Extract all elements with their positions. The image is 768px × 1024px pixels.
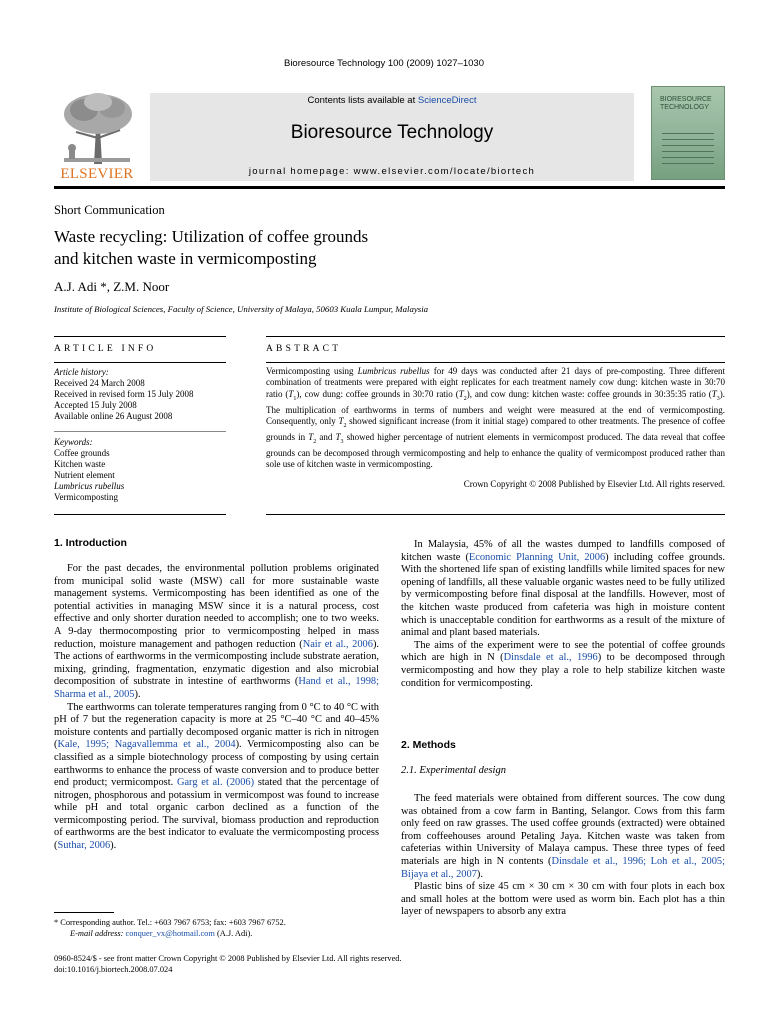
affiliation: Institute of Biological Sciences, Faculty of Science, University of Malaya, 50603 Kuala Lumpur, Malaysia [54,304,429,314]
footnote-rule [54,912,114,913]
abstract-rule-mid [266,362,725,363]
abstract-copyright: Crown Copyright © 2008 Published by Elsevier Ltd. All rights reserved. [463,479,725,489]
article-info-heading: ARTICLE INFO [54,344,157,354]
abstract-rule-top [266,336,725,337]
article-history [54,367,226,422]
email-suffix: (A.J. Adi). [214,929,253,938]
issn-line: 0960-8524/$ - see front matter Crown Copyright © 2008 Published by Elsevier Ltd. All rights reserved. [54,954,402,963]
keyword: Coffee grounds [54,448,110,458]
info-rule-keywords [54,431,226,432]
email-line [54,928,384,939]
journal-homepage[interactable]: journal homepage: www.elsevier.com/locate/biortech [248,166,536,177]
section-heading-methods: 2. Methods [401,739,456,751]
abstract-body: Vermicomposting using Lumbricus rubellus for 49 days was conducted after 21 days of pre-composting. Three different combination of treatments were prepared with eight replicates for each treatment namely cow dung: kitchen waste in 30:70 ratio $(T_1)$, cow dung: coffee grounds in 30:70 ratio $(T_2)$, and cow dung: kitchen waste: coffee grounds in 30:35:35 ratio $(T_3)$. The multiplication of earthworms in terms of numbers and weight were measured at the end of vermicomposting. Consequently, only $T_2$ showed significant increase (from it initial stage) compared to other treatments. The presence of coffee grounds in $T_2$ and $T_3$ showed higher percentage of nutrient elements in vermicompost produced. The data reveal that coffee grounds can be decomposed through vermicomposting and help to enhance the quality of vermicompost produced rather than sole use of kitchen waste in vermicomposting. [266,366,726,470]
footnote [54,917,384,939]
email-label: E-mail address: [70,929,126,938]
history-item: Received 24 March 2008 [54,378,145,388]
title-line-1: Waste recycling: Utilization of coffee grounds [54,227,369,246]
history-item: Available online 26 August 2008 [54,411,173,421]
title-line-2: and kitchen waste in vermicomposting [54,249,317,268]
front-matter [54,953,402,975]
cover-decoration [662,133,714,169]
abstract-rule-bottom [266,514,725,515]
contents-line [150,95,634,106]
cover-title: BIORESOURCE TECHNOLOGY [660,96,712,111]
journal-citation: Bioresource Technology 100 (2009) 1027–1030 [283,58,484,69]
keywords-label: Keywords: [54,437,93,447]
introduction-text: For the past decades, the environmental pollution problems originated from municipal solid waste (MSW) call for more sustainable waste management systems. Vermicomposting has been identified as one of the potential activities in managing MSW since it is a natural process, cost effective and only shorter duration needed to accomplish; one to two weeks. A 9-day thermocomposting prior to vermicomposting helped in mass reduction, moisture management and pathogen reduction (Nair et al., 2006). The actions of earthworms in the vermicomposting include substrate aeration, mixing, grinding, fragmentation, enzymatic digestion and also microbial decomposition of substrate in intestine of earthworms (Hand et al., 1998; Sharma et al., 2005). The earthworms can tolerate temperatures ranging from 0 °C to 40 °C with pH of 7 but the regeneration capacity is more at 25 °C–40 °C and 40–45% moisture contents and partially decomposed organic matter is rich in nitrogen (Kale, 1995; Nagavallemma et al., 2004). Vermicomposting also can be classified as a simple biotechnology process of composting by using certain earthworms to enhance the process of waste conversion and to produce better end product; vermicompost. Garg et al. (2006) stated that the percentage of nitrogen, phosphorous and potassium in vermicompost was found to increase while pH and total organic carbon declined as a function of the vermicomposting period. The survival, biomass production and reproduction of earthworms are the best indicator to evaluate the vermicomposting process (Suthar, 2006). [54,563,380,852]
publisher-name: ELSEVIER [60,166,134,182]
journal-cover-thumbnail [651,86,725,180]
article-title [54,226,474,270]
authors: A.J. Adi *, Z.M. Noor [54,279,170,294]
author-email-link[interactable]: conquer_vx@hotmail.com [125,929,215,938]
keyword: Kitchen waste [54,459,106,469]
introduction-text-continued: In Malaysia, 45% of all the wastes dumped to landfills composed of kitchen waste (Economic Planning Unit, 2006) including coffee grounds. With the shortened life span of existing landfills while limited spaces for new opening of landfills, all these valuable organic wastes need to be fully utilized by vermicomposting before final disposal at the landfills. However, most of the kitchen waste produced from cafeteria was high in moisture content which is unacceptable condition for earthworms as a result of the mixture of animal and plant based materials. The aims of the experiment were to see the potential of coffee grounds which are high in N (Dinsdale et al., 1996) to be decomposed through vermicomposting and how they play a role to help stabilize kitchen waste condition for vermicomposting. [401,539,725,689]
info-rule-top [54,336,226,337]
history-item: Accepted 15 July 2008 [54,400,137,410]
doi-line[interactable]: doi:10.1016/j.biortech.2008.07.024 [54,965,173,974]
section-heading-introduction: 1. Introduction [54,537,127,549]
sciencedirect-link[interactable]: ScienceDirect [417,95,477,106]
corresponding-author: * Corresponding author. Tel.: +603 7967 6753; fax: +603 7967 6752. [54,918,286,927]
keyword: Nutrient element [54,470,115,480]
contents-prefix: Contents lists available at [307,95,418,106]
journal-title: Bioresource Technology [290,122,494,143]
methods-text: The feed materials were obtained from different sources. The cow dung was obtained from a cow farm in Banting, Selangor. Cows from this farm only feed on raw grasses. The used coffee grounds (extracted) were obtained from coffeehouses around Petaling Jaya. Kitchen waste was taken from cafeterias within University of Malaya campus. These three types of feed materials are high in N contents (Dinsdale et al., 1996; Loh et al., 2005; Bijaya et al., 2007). Plastic bins of size 45 cm × 30 cm × 30 cm with four plots in each box and small holes at the bottom were used as worm bin. Each plot has a thin layer of newspapers to absorb any extra [401,793,725,918]
abstract-heading: ABSTRACT [266,344,342,354]
article-type: Short Communication [54,203,165,217]
history-item: Received in revised form 15 July 2008 [54,389,194,399]
keyword: Vermicomposting [54,492,118,502]
info-rule-bottom [54,514,226,515]
history-label: Article history: [54,367,109,377]
subsection-heading-design: 2.1. Experimental design [401,765,506,776]
keywords [54,437,226,503]
header-rule [54,186,725,189]
info-rule-mid [54,362,226,363]
keyword: Lumbricus rubellus [54,481,125,491]
